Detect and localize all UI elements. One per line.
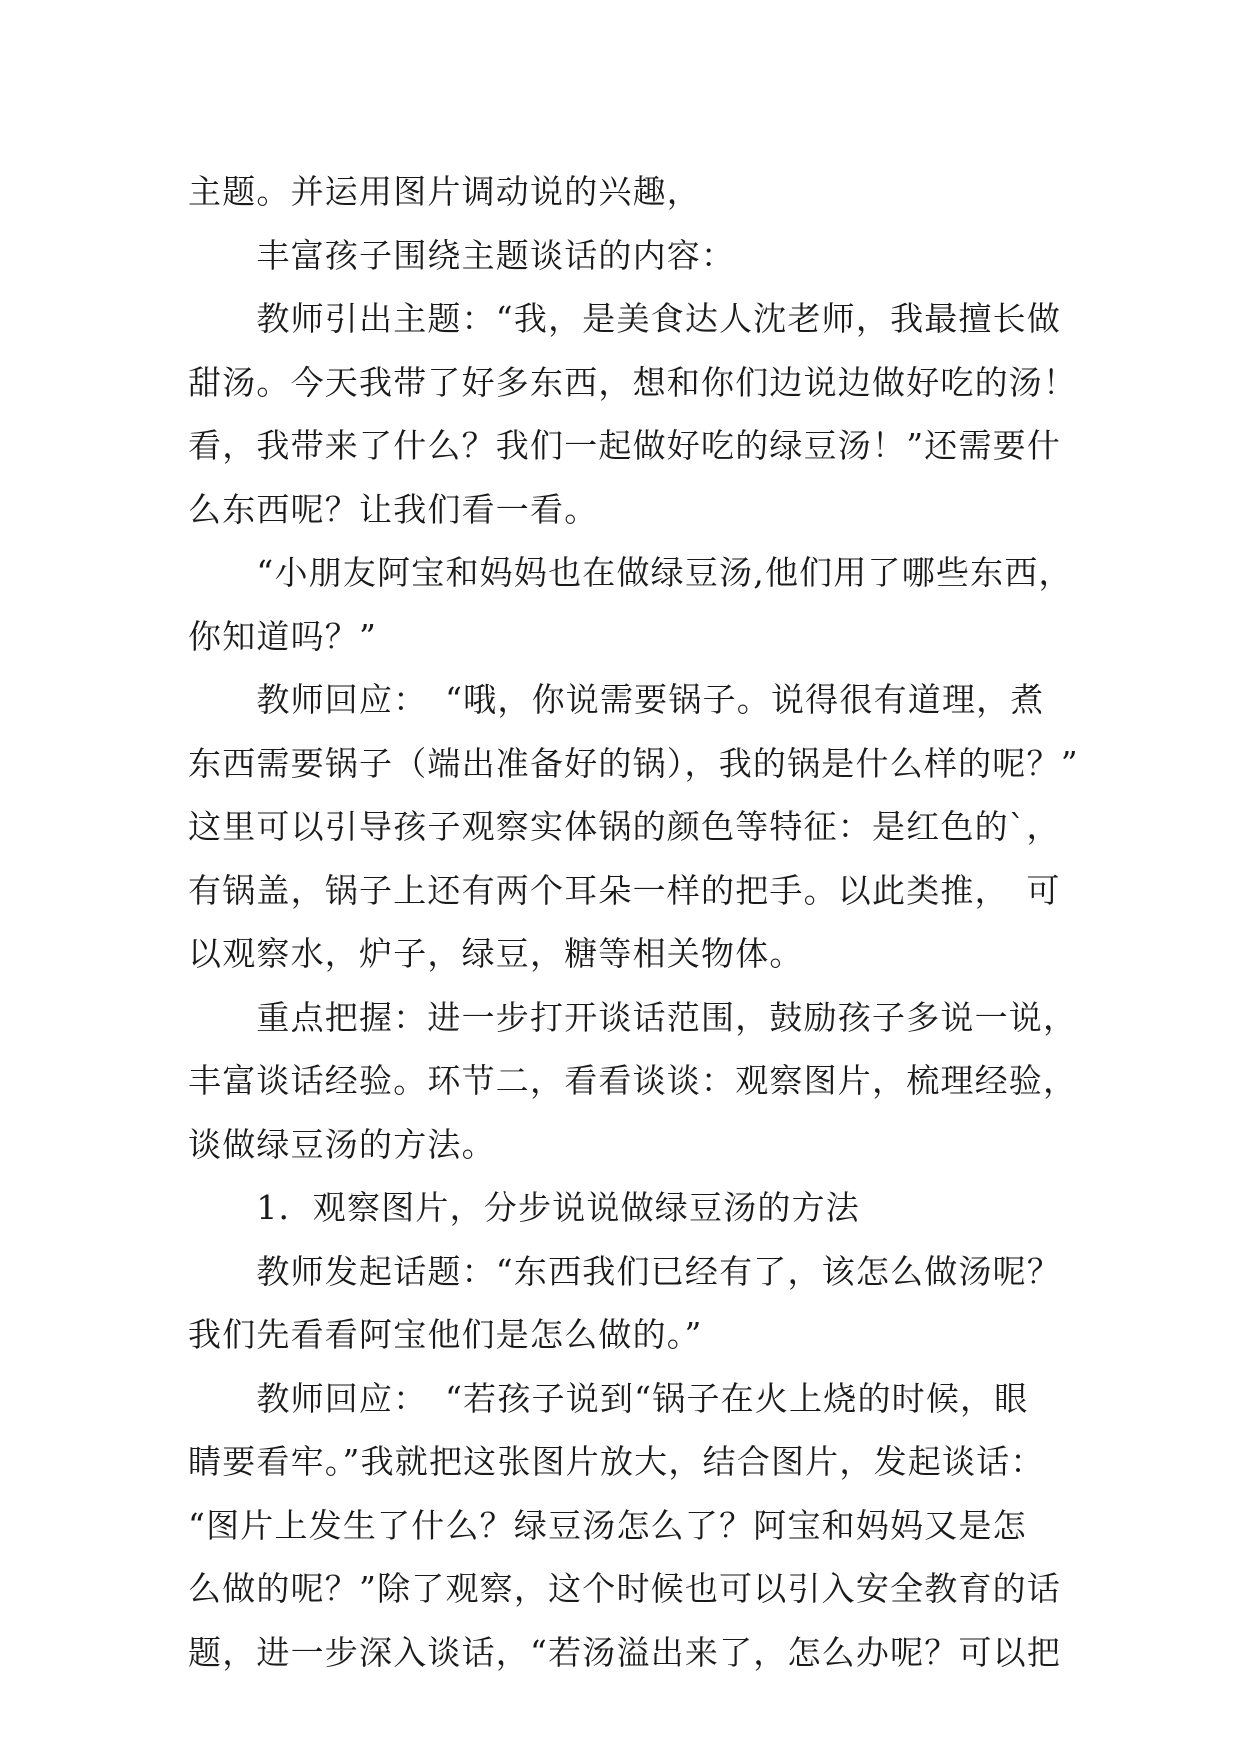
text-line: 睛要看牢。”我就把这张图片放大，结合图片，发起谈话：: [188, 1442, 1045, 1481]
text-line: 这里可以引导孩子观察实体锅的颜色等特征：是红色的`，: [188, 807, 1061, 846]
text-line: “图片上发生了什么？绿豆汤怎么了？阿宝和妈妈又是怎: [188, 1505, 1027, 1545]
text-line: 甜汤。今天我带了好多东西，想和你们边说边做好吃的汤！: [188, 362, 1078, 402]
text-line: 丰富孩子围绕主题谈话的内容：: [188, 235, 736, 275]
document-body: [188, 160, 1079, 1684]
text-line: 1．观察图片，分步说说做绿豆汤的方法: [188, 1188, 860, 1227]
text-line: 东西需要锅子（端出准备好的锅），我的锅是什么样的呢？”: [188, 743, 1079, 783]
text-line: 我们先看看阿宝他们是怎么做的。”: [188, 1315, 703, 1354]
text-line: “小朋友阿宝和妈妈也在做绿豆汤,他们用了哪些东西，: [188, 553, 1073, 592]
text-line: 教师回应： “若孩子说到“锅子在火上烧的时候，眼: [188, 1378, 1029, 1418]
text-line: 么做的呢？”除了观察，这个时候也可以引入安全教育的话: [188, 1569, 1062, 1608]
text-line: 主题。并运用图片调动说的兴趣，: [188, 172, 701, 211]
text-line: 教师回应： “哦，你说需要锅子。说得很有道理，煮: [188, 680, 1045, 719]
text-line: 教师发起话题：“东西我们已经有了，该怎么做汤呢？: [188, 1251, 1062, 1291]
text-line: 你知道吗？”: [188, 616, 378, 656]
text-line: 么东西呢？让我们看一看。: [188, 489, 599, 529]
text-line: 教师引出主题：“我，是美食达人沈老师，我最擅长做: [188, 299, 1062, 338]
text-line: 丰富谈话经验。环节二，看看谈谈：观察图片，梳理经验，: [188, 1061, 1078, 1100]
text-line: 重点把握：进一步打开谈话范围，鼓励孩子多说一说，: [188, 997, 1078, 1037]
text-line: 有锅盖，锅子上还有两个耳朵一样的把手。以此类推， 可: [188, 870, 1061, 910]
text-line: 题，进一步深入谈话，“若汤溢出来了，怎么办呢？可以把: [188, 1632, 1062, 1672]
text-line: 以观察水，炉子，绿豆，糖等相关物体。: [188, 934, 804, 973]
text-line: 看，我带来了什么？我们一起做好吃的绿豆汤！”还需要什: [188, 426, 1062, 465]
text-line: 谈做绿豆汤的方法。: [188, 1124, 496, 1164]
